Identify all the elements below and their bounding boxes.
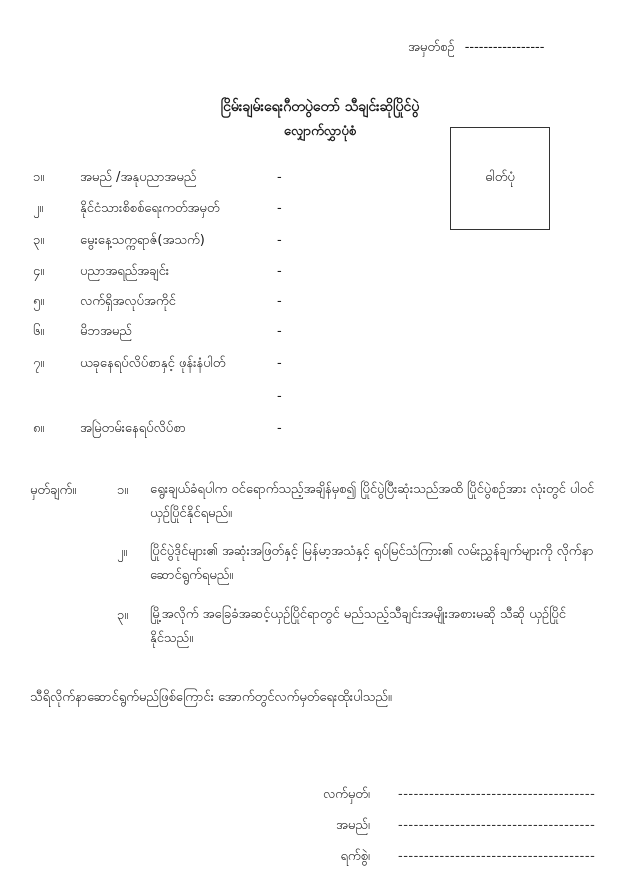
form-subtitle: လျှောက်လွှာပုံစံ <box>283 124 357 139</box>
field-number: ၃။ <box>33 233 45 248</box>
serial-number <box>408 40 544 56</box>
note-text: မြို့အလိုက် အခြေခံအဆင့်ယှဉ်ပြိုင်ရာတွင် မည်သည့်သီချင်းအမျိုးအစားမဆို သီဆို ယှဉ်ပြိုင်နိုင်သည်။ <box>150 607 566 646</box>
serial-number-label: အမှတ်စဉ် <box>408 40 455 55</box>
note-number: ၂။ <box>117 545 128 560</box>
field-label-occupation: လက်ရှိအလုပ်အကိုင် <box>80 294 176 309</box>
field-dash[interactable]: - <box>277 421 282 436</box>
field-dash[interactable]: - <box>277 389 282 404</box>
notes-heading: မှတ်ချက်။ <box>30 483 77 498</box>
form-title: ငြိမ်းချမ်းရေးဂီတပွဲတော် သီချင်းဆိုပြိုင်ပွဲ <box>220 99 420 115</box>
photo-box-label: ဓါတ်ပုံ <box>485 170 515 185</box>
field-label-name: အမည် /အနုပညာအမည် <box>80 170 197 185</box>
field-label-permanent-address: အမြဲတမ်းနေရပ်လိပ်စာ <box>80 421 186 436</box>
field-dash[interactable]: - <box>277 201 282 216</box>
photo-box[interactable] <box>450 127 550 230</box>
date-label: ရက်စွဲ၊ <box>340 849 370 864</box>
signature-label: လက်မှတ်၊ <box>322 787 370 802</box>
field-number: ၇။ <box>33 356 45 371</box>
field-number: ၈။ <box>33 421 45 436</box>
name-label: အမည်၊ <box>336 818 370 833</box>
field-label-nrc: နိုင်ငံသားစိစစ်ရေးကတ်အမှတ် <box>80 201 220 216</box>
field-dash[interactable]: - <box>277 324 282 339</box>
field-dash[interactable]: - <box>277 264 282 279</box>
field-number: ၁။ <box>33 170 45 185</box>
name-line[interactable]: -------------------------------------- <box>398 818 596 833</box>
field-label-dob: မွေးနေ့သက္ကရာဇ်(အသက်) <box>80 233 205 248</box>
field-number: ၆။ <box>33 324 45 339</box>
note-number: ၁။ <box>117 483 129 498</box>
field-label-address-phone: ယခုနေရပ်လိပ်စာနှင့် ဖုန်းနံပါတ် <box>80 356 226 371</box>
note-text: ရွေးချယ်ခံရပါက ဝင်ရောက်သည့်အချိန်မှစ၍ ပြိုင်ပွဲပြီးဆုံးသည်အထိ ပြိုင်ပွဲစဉ်အား လုံးတွင် ပါဝင်ယှဉ်ပြိုင်နိုင်ရမည်။ <box>150 482 595 521</box>
field-number: ၂။ <box>33 201 44 216</box>
note-number: ၃။ <box>117 608 129 623</box>
field-dash[interactable]: - <box>277 170 282 185</box>
signature-line[interactable]: -------------------------------------- <box>398 787 596 802</box>
field-number: ၄။ <box>33 264 45 279</box>
note-text: ပြိုင်ပွဲဒိုင်များ၏ အဆုံးအဖြတ်နှင့် မြန်မာ့အသံနှင့် ရုပ်မြင်သံကြား၏ လမ်းညွှန်ချက်များကို လိုက်နာဆောင်ရွက်ရမည်။ <box>150 544 594 583</box>
declaration-text: သီရိလိုက်နာဆောင်ရွက်မည်ဖြစ်ကြောင်း အောက်တွင်လက်မှတ်ရေးထိုးပါသည်။ <box>30 690 392 705</box>
date-line[interactable]: -------------------------------------- <box>398 849 596 864</box>
field-number: ၅။ <box>33 294 45 309</box>
serial-number-line: ----------------- <box>464 40 545 55</box>
field-label-parents: မိဘအမည် <box>80 324 132 339</box>
field-dash[interactable]: - <box>277 294 282 309</box>
field-dash[interactable]: - <box>277 356 282 371</box>
field-dash[interactable]: - <box>277 233 282 248</box>
field-label-education: ပညာအရည်အချင်း <box>80 264 170 279</box>
